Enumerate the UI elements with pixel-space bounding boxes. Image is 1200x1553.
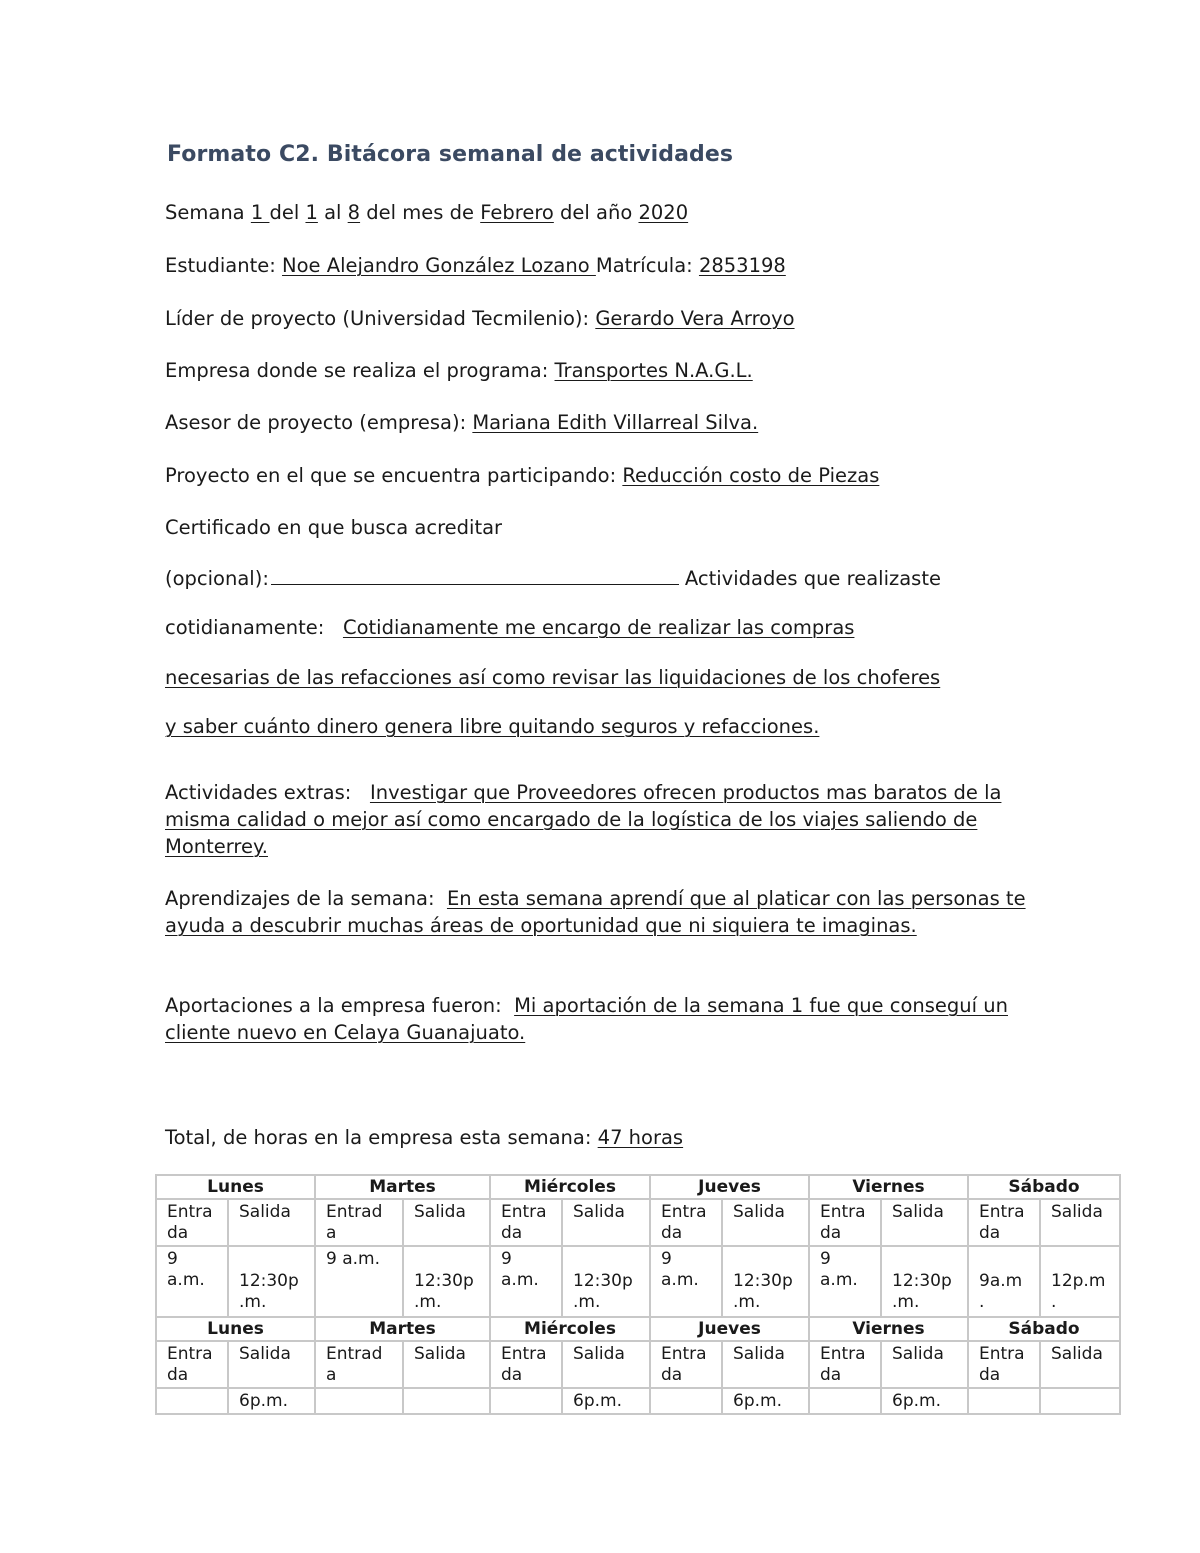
exit-time: 12:30p .m. — [892, 1271, 952, 1312]
exit-label: Salida — [403, 1341, 490, 1388]
exit-time: 12:30p .m. — [414, 1271, 474, 1312]
entry-label: Entra da — [968, 1199, 1040, 1246]
day-header: Miércoles — [490, 1317, 650, 1341]
exit-time: 12:30p .m. — [573, 1271, 633, 1312]
student-name: Noe Alejandro González Lozano — [282, 254, 596, 277]
total-hours-line — [165, 1124, 683, 1151]
week-end-day: 8 — [347, 201, 361, 224]
learning-label: Aprendizajes de la semana: — [165, 887, 435, 910]
week-year: 2020 — [638, 201, 689, 224]
exit-label: Salida — [228, 1199, 315, 1246]
contributions-label: Aportaciones a la empresa fueron: — [165, 994, 502, 1017]
day-header: Lunes — [156, 1317, 315, 1341]
daily-label-line1: Actividades que realizaste — [684, 567, 941, 590]
daily-line3 — [165, 664, 940, 691]
daily-value-line2: necesarias de las refacciones así como revisar las liquidaciones de los choferes — [165, 666, 941, 689]
leader-name: Gerardo Vera Arroyo — [595, 307, 795, 330]
entry-label: Entra da — [650, 1341, 722, 1388]
schedule-day-header-row-2 — [156, 1317, 1120, 1341]
daily-line2 — [165, 614, 854, 641]
day-header: Jueves — [650, 1175, 809, 1199]
exit-label: Salida — [881, 1199, 968, 1246]
week-year-label: del año — [560, 201, 633, 224]
exit-time: 6p.m. — [881, 1388, 968, 1414]
advisor-name: Mariana Edith Villarreal Silva. — [472, 411, 759, 434]
week-number: 1 — [250, 201, 270, 224]
exit-label: Salida — [228, 1341, 315, 1388]
day-header: Lunes — [156, 1175, 315, 1199]
entry-time: 9 a.m. — [650, 1246, 722, 1317]
matricula-label: Matrícula: — [595, 254, 693, 277]
week-month-label: del mes de — [366, 201, 474, 224]
entry-time: 9 a.m. — [490, 1246, 562, 1317]
student-label: Estudiante: — [165, 254, 276, 277]
exit-label: Salida — [562, 1341, 650, 1388]
student-line — [165, 252, 786, 279]
entry-time — [315, 1388, 403, 1414]
schedule-label-row — [156, 1199, 1120, 1246]
schedule-label-row-2 — [156, 1341, 1120, 1388]
entry-time — [968, 1388, 1040, 1414]
extras-label: Actividades extras: — [165, 781, 352, 804]
week-month: Febrero — [480, 201, 554, 224]
day-header: Jueves — [650, 1317, 809, 1341]
entry-label: Entra da — [809, 1199, 881, 1246]
contributions-paragraph — [165, 992, 1045, 1046]
certificate-line2 — [165, 564, 941, 592]
entry-label: Entra da — [156, 1199, 228, 1246]
daily-value-line1: Cotidianamente me encargo de realizar las compras — [342, 616, 855, 639]
exit-time-cell — [881, 1246, 968, 1317]
certificate-label-line1: Certificado en que busca acreditar — [165, 516, 503, 539]
entry-time — [809, 1388, 881, 1414]
exit-time: 6p.m. — [562, 1388, 650, 1414]
day-header: Sábado — [968, 1175, 1120, 1199]
exit-time: 6p.m. — [722, 1388, 809, 1414]
company-name: Transportes N.A.G.L. — [554, 359, 753, 382]
project-line — [165, 462, 879, 489]
week-al-label: al — [324, 201, 342, 224]
extras-value: Investigar que Proveedores ofrecen productos mas baratos de la misma calidad o mejor así como encargado de la logística de los viajes saliendo de Monterrey. — [165, 781, 1002, 858]
exit-label: Salida — [403, 1199, 490, 1246]
company-label: Empresa donde se realiza el programa: — [165, 359, 549, 382]
entry-time — [490, 1388, 562, 1414]
advisor-line — [165, 409, 758, 436]
exit-time-cell — [722, 1246, 809, 1317]
entry-time: 9a.m . — [979, 1271, 1023, 1312]
project-label: Proyecto en el que se encuentra participando: — [165, 464, 617, 487]
week-del-label: del — [269, 201, 300, 224]
total-hours-value: 47 horas — [597, 1126, 684, 1149]
day-header: Viernes — [809, 1175, 968, 1199]
exit-time: 12:30p .m. — [239, 1271, 299, 1312]
entry-label: Entra da — [809, 1341, 881, 1388]
exit-label: Salida — [722, 1199, 809, 1246]
exit-time-cell — [228, 1246, 315, 1317]
week-label: Semana — [165, 201, 245, 224]
certificate-blank-field — [271, 564, 679, 585]
exit-time: 6p.m. — [228, 1388, 315, 1414]
day-header: Martes — [315, 1175, 490, 1199]
exit-label: Salida — [1040, 1199, 1120, 1246]
exit-label: Salida — [562, 1199, 650, 1246]
exit-time — [403, 1388, 490, 1414]
exit-label: Salida — [722, 1341, 809, 1388]
extras-paragraph — [165, 779, 1045, 860]
matricula-value: 2853198 — [698, 254, 786, 277]
day-header: Viernes — [809, 1317, 968, 1341]
entry-label: Entrad a — [315, 1199, 403, 1246]
entry-time: 9 a.m. — [809, 1246, 881, 1317]
advisor-label: Asesor de proyecto (empresa): — [165, 411, 467, 434]
total-hours-label: Total, de horas en la empresa esta semana: — [165, 1126, 592, 1149]
exit-time: 12p.m . — [1051, 1271, 1106, 1312]
exit-time: 12:30p .m. — [733, 1271, 793, 1312]
entry-label: Entra da — [490, 1341, 562, 1388]
exit-time — [1040, 1388, 1120, 1414]
entry-time — [156, 1388, 228, 1414]
company-line — [165, 357, 753, 384]
day-header: Miércoles — [490, 1175, 650, 1199]
schedule-day-header-row — [156, 1175, 1120, 1199]
schedule-table — [155, 1174, 1121, 1415]
leader-label: Líder de proyecto (Universidad Tecmilenio): — [165, 307, 590, 330]
page-title: Formato C2. Bitácora semanal de actividades — [167, 142, 734, 167]
learning-paragraph — [165, 885, 1045, 939]
daily-value-line3: y saber cuánto dinero genera libre quitando seguros y refacciones. — [165, 715, 820, 738]
leader-line — [165, 305, 795, 332]
daily-line4 — [165, 713, 819, 740]
entry-label: Entra da — [650, 1199, 722, 1246]
contributions-value: Mi aportación de la semana 1 fue que conseguí un cliente nuevo en Celaya Guanajuato. — [165, 994, 1008, 1044]
entry-time: 9 a.m. — [315, 1246, 403, 1317]
certificate-label-line2: (opcional): — [165, 567, 269, 590]
project-name: Reducción costo de Piezas — [622, 464, 880, 487]
entry-time: 9 a.m. — [156, 1246, 228, 1317]
exit-time-cell — [1040, 1246, 1120, 1317]
schedule-morning-row — [156, 1246, 1120, 1317]
week-start-day: 1 — [305, 201, 318, 224]
exit-time-cell — [403, 1246, 490, 1317]
week-line — [165, 199, 688, 226]
entry-label: Entra da — [490, 1199, 562, 1246]
exit-time-cell — [562, 1246, 650, 1317]
exit-label: Salida — [881, 1341, 968, 1388]
entry-time-cell — [968, 1246, 1040, 1317]
entry-label: Entra da — [156, 1341, 228, 1388]
daily-label-line2: cotidianamente: — [165, 616, 325, 639]
entry-label: Entra da — [968, 1341, 1040, 1388]
learning-value: En esta semana aprendí que al platicar con las personas te ayuda a descubrir muchas áreas de oportunidad que ni siquiera te imaginas. — [165, 887, 1026, 937]
exit-label: Salida — [1040, 1341, 1120, 1388]
entry-time — [650, 1388, 722, 1414]
schedule-afternoon-row — [156, 1388, 1120, 1414]
day-header: Sábado — [968, 1317, 1120, 1341]
day-header: Martes — [315, 1317, 490, 1341]
entry-label: Entrad a — [315, 1341, 403, 1388]
